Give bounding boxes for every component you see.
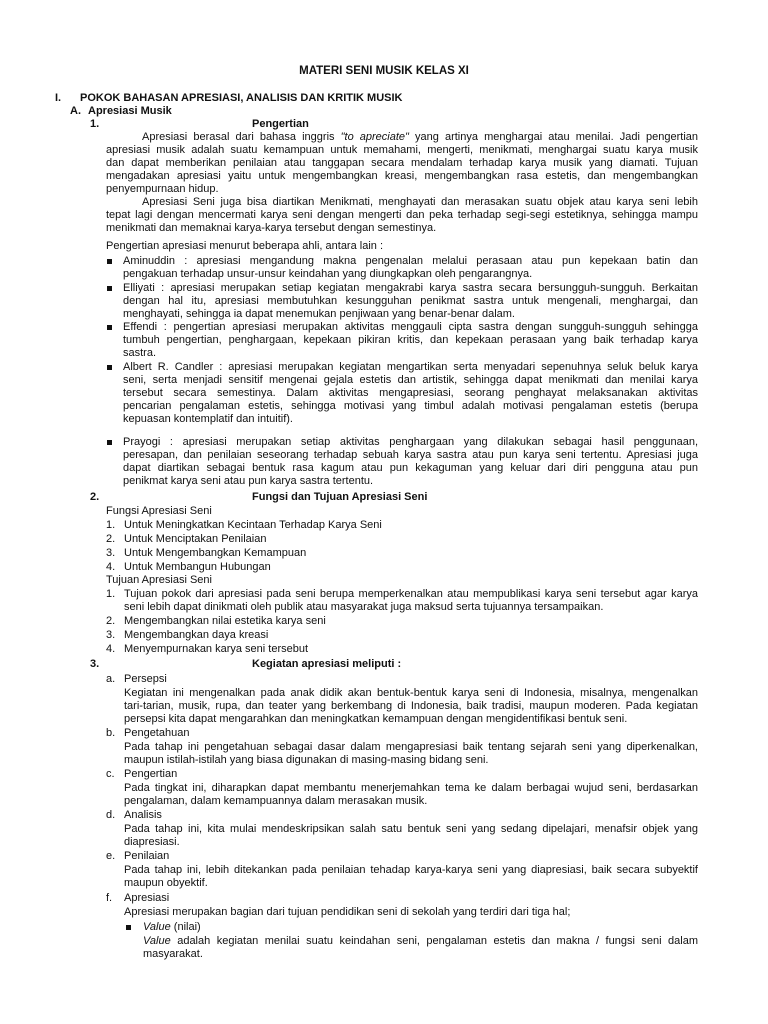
quoted-term: "to apreciate"	[340, 131, 409, 143]
item-heading: Pengertian	[252, 118, 309, 130]
stage-line: tari-tarian, musik, rupa, dan teater yang berkembang di Indonesia, baik tradisi, maupun moderen. Pada kegiatan	[124, 700, 698, 712]
section-heading: POKOK BAHASAN APRESIASI, ANALISIS DAN KRITIK MUSIK	[80, 92, 403, 104]
stage-line: Pada tahap ini pengetahuan sebagai dasar dalam mengapresiasi baik tentang sejarah seni yang diperkenalkan,	[124, 741, 698, 753]
paragraph-line: mengadakan apresiasi yaitu untuk mengembangkan kreasi, mengembangkan rasa estetis, dan mengembangkan	[106, 170, 698, 182]
bullet-icon	[107, 259, 112, 264]
expert-line: tumbuh pengertian, penghargaan, kepekaan pikiran kritis, dan kepekaan perasaan yang baik terhadap karya	[123, 334, 698, 346]
list-number: 2.	[106, 615, 116, 627]
list-item: Untuk Mengembangkan Kemampuan	[124, 547, 307, 559]
expert-line: penikmat karya seni atau pun karya sastra tertentu.	[123, 475, 374, 487]
list-item: Untuk Membangun Hubungan	[124, 561, 271, 573]
list-label: Tujuan Apresiasi Seni	[106, 574, 212, 586]
list-item: Tujuan pokok dari apresiasi pada seni berupa memperkenalkan atau mempublikasi karya seni tersebut agar karya	[124, 588, 698, 600]
paragraph-line: Apresiasi Seni juga bisa diartikan Menikmati, menghayati dan merasakan suatu objek atau karya seni lebih	[142, 196, 698, 208]
value-item: Value (nilai)	[143, 921, 201, 933]
list-item: Untuk Menciptakan Penilaian	[124, 533, 267, 545]
expert-line: sastra.	[123, 347, 157, 359]
stage-letter: a.	[106, 673, 116, 685]
expert-line: Elliyati : apresiasi merupakan setiap kegiatan mengakrabi karya sastra secara bersungguh-sungguh. Berkaitan	[123, 282, 698, 294]
stage-name: Penilaian	[124, 850, 170, 862]
list-number: 1.	[106, 519, 116, 531]
list-number: 2.	[106, 533, 116, 545]
stage-name: Pengertian	[124, 768, 178, 780]
item-heading: Fungsi dan Tujuan Apresiasi Seni	[252, 491, 428, 503]
expert-line: peresapan, dan penilaian seseorang terhadap sebuah karya sastra atau pun karya seni tertentu. Apresiasi juga	[123, 449, 698, 461]
bullet-icon	[107, 440, 112, 445]
stage-letter: c.	[106, 768, 115, 780]
section-number: I.	[55, 92, 62, 104]
stage-line: Pada tahap ini, lebih ditekankan pada penilaian tehadap karya-karya seni yang diapresiasi, baik secara subyektif	[124, 864, 698, 876]
stage-line: diapresiasi.	[124, 836, 180, 848]
subsection-letter: A.	[70, 105, 81, 117]
stage-name: Pengetahuan	[124, 727, 190, 739]
value-description: masyarakat.	[143, 948, 203, 960]
stage-letter: b.	[106, 727, 116, 739]
bullet-icon	[107, 286, 112, 291]
expert-line: dapat diartikan sebagai bentuk rasa kagum atau pun kekaguman yang keluar dari diri pengguna atau pun	[123, 462, 698, 474]
bullet-icon	[107, 365, 112, 370]
stage-line: persepsi kita dapat mengarahkan dan meningkatkan kemampuan dengan mengidentifikasi bentuk seni.	[124, 713, 628, 725]
paragraph-line: menikmati dan memaknai karya-karya tersebut dengan semestinya.	[106, 222, 437, 234]
stage-line: pengalaman, dalam kemampuannya dalam merasakan musik.	[124, 795, 428, 807]
expert-line: Prayogi : apresiasi merupakan setiap aktivitas penghargaan yang dilakukan sebagai hasil penggunaan,	[123, 436, 698, 448]
list-number: 4.	[106, 643, 116, 655]
list-number: 1.	[106, 588, 116, 600]
list-item: seni lebih dapat dinikmati oleh publik atau masyarakat juga maksud serta tujuannya tersampaikan.	[124, 601, 604, 613]
list-number: 3.	[106, 629, 116, 641]
expert-line: menghayati, sehingga ia dapat menemukan penjiwaan yang benar-benar dalam.	[123, 308, 515, 320]
expert-line: pencarian pengalaman estetis, sehingga motivasi yang timbul adalah motivasi pengalaman estetis (berupa	[123, 400, 698, 412]
stage-line: maupun obyektif.	[124, 877, 208, 889]
expert-line: Aminuddin : apresiasi mengandung makna pengenalan melalui perasaan atau pun kepekaan batin dan	[123, 255, 698, 267]
paragraph-line: penyempurnaan hidup.	[106, 183, 219, 195]
stage-letter: f.	[106, 892, 113, 904]
paragraph-line: apresiasi musik adalah suatu kemampuan untuk memahami, mengerti, menikmati, menghargai suatu karya musik	[106, 144, 698, 156]
paragraph-line: Pengertian apresiasi menurut beberapa ahli, antara lain :	[106, 240, 384, 252]
stage-line: Kegiatan ini mengenalkan pada anak didik akan bentuk-bentuk karya seni di Indonesia, misalnya, mengenalkan	[124, 687, 698, 699]
expert-line: dengan hal itu, apresiasi membutuhkan kesungguhan penikmat sastra untuk mengenali, menghargai, dan	[123, 295, 698, 307]
expert-line: kepuasan kontemplatif dan intuitif).	[123, 413, 293, 425]
stage-letter: e.	[106, 850, 116, 862]
list-number: 4.	[106, 561, 116, 573]
list-number: 3.	[106, 547, 116, 559]
stage-line: Apresiasi merupakan bagian dari tujuan pendidikan seni di sekolah yang terdiri dari tiga hal;	[124, 906, 571, 918]
stage-line: maupun istilah-istilah yang biasa digunakan di masing-masing bidang seni.	[124, 754, 489, 766]
item-number: 2.	[90, 491, 100, 503]
list-item: Mengembangkan nilai estetika karya seni	[124, 615, 326, 627]
paragraph-line: tepat lagi dengan mencermati karya seni dengan mengerti dan peka terhadap segi-segi estetiknya, sehingga mampu	[106, 209, 698, 221]
stage-name: Analisis	[124, 809, 162, 821]
list-item: Menyempurnakan karya seni tersebut	[124, 643, 309, 655]
item-heading: Kegiatan apresiasi meliputi :	[252, 658, 402, 670]
item-number: 3.	[90, 658, 100, 670]
expert-line: pengakuan terhadap unsur-unsur keindahan yang diungkapkan oleh pengarangnya.	[123, 268, 533, 280]
stage-letter: d.	[106, 809, 116, 821]
stage-line: Pada tingkat ini, diharapkan dapat membantu menerjemahkan tema ke dalam berbagai wujud seni, berdasarkan	[124, 782, 698, 794]
list-item: Untuk Meningkatkan Kecintaan Terhadap Karya Seni	[124, 519, 382, 531]
expert-line: Effendi : pengertian apresiasi merupakan aktivitas menggauli cipta sastra dengan sungguh-sungguh sehingga	[123, 321, 698, 333]
stage-name: Apresiasi	[124, 892, 170, 904]
paragraph-line: Apresiasi berasal dari bahasa inggris "to apreciate" yang artinya menghargai atau menilai. Jadi pengertian	[142, 131, 698, 143]
expert-line: tersebut secara semestinya. Dalam aktivitas mengapresiasi, seorang penghayat melaksanakan aktivitas	[123, 387, 698, 399]
bullet-icon	[107, 325, 112, 330]
list-label: Fungsi Apresiasi Seni	[106, 505, 212, 517]
bullet-icon	[126, 925, 131, 930]
paragraph-line: dan dapat memberikan penilaian atau tanggapan secara mendalam terhadap karya musik yang diamati. Tujuan	[106, 157, 698, 169]
document-title: MATERI SENI MUSIK KELAS XI	[299, 65, 469, 77]
subsection-heading: Apresiasi Musik	[88, 105, 172, 117]
stage-name: Persepsi	[124, 673, 167, 685]
list-item: Mengembangkan daya kreasi	[124, 629, 269, 641]
item-number: 1.	[90, 118, 100, 130]
value-description: Value adalah kegiatan menilai suatu keindahan seni, pengalaman estetis dan makna / fungsi seni dalam	[143, 935, 698, 947]
expert-line: seni, serta menjadi sensitif mengenai gejala estetis dan artistik, sehingga dapat menikmati dan menilai karya	[123, 374, 698, 386]
stage-line: Pada tahap ini, kita mulai mendeskripsikan salah satu bentuk seni yang sedang dipelajari, menafsir objek yang	[124, 823, 698, 835]
expert-line: Albert R. Candler : apresiasi merupakan kegiatan mengartikan serta menyadari sepenuhnya seluk beluk karya	[123, 361, 698, 373]
